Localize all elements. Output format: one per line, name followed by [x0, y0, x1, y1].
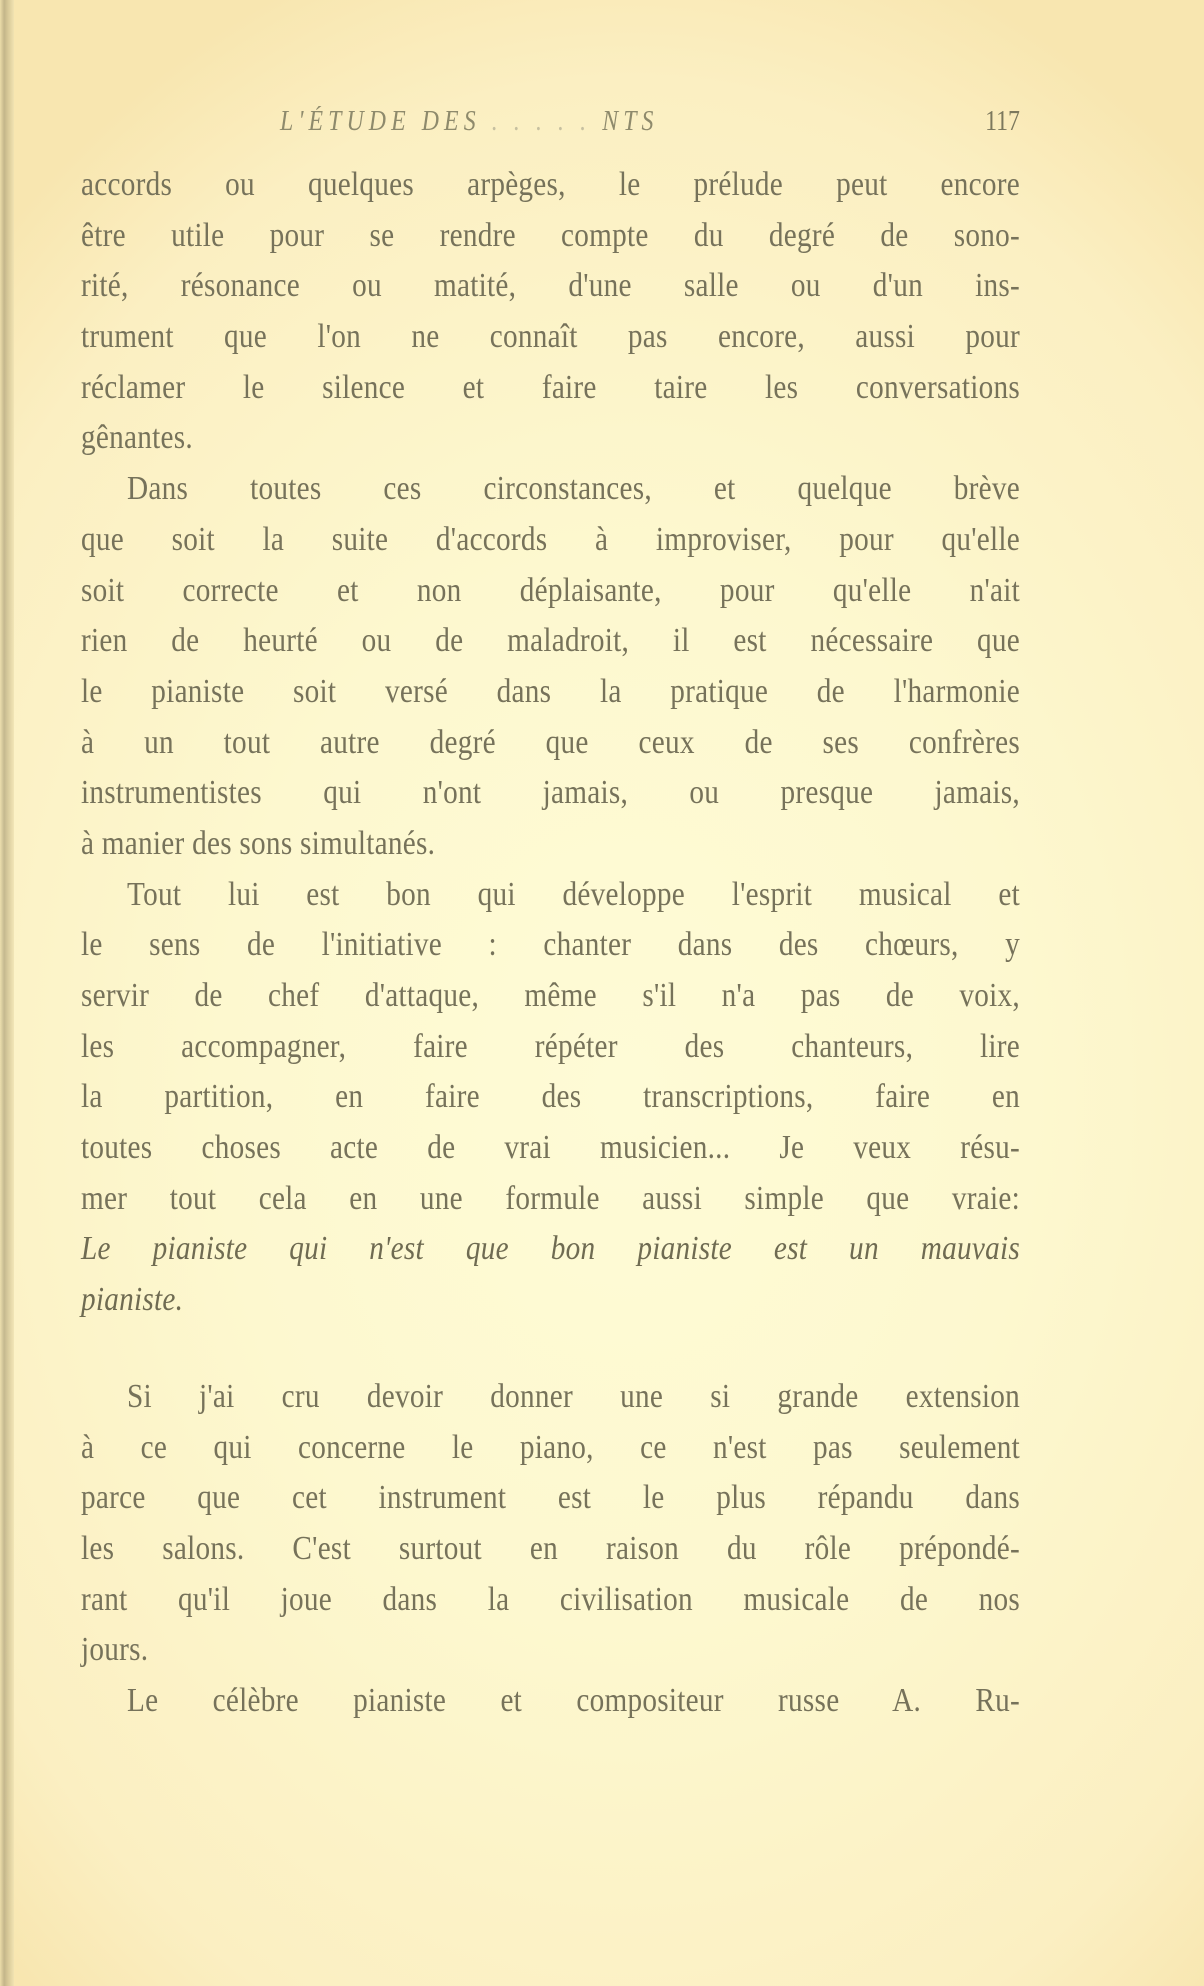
text-line: Le célèbre pianiste et compositeur russe A. Ru-	[126, 1682, 1020, 1720]
text-line: à manier des sons simultanés.	[81, 824, 436, 862]
text-line: les salons. C'est surtout en raison du rôle prépondé-	[81, 1530, 1020, 1568]
text-line: rien de heurté ou de maladroit, il est nécessaire que	[81, 622, 1020, 660]
text-line: la partition, en faire des transcriptions, faire en	[81, 1078, 1020, 1116]
text-line: réclamer le silence et faire taire les conversations	[81, 368, 1020, 406]
text-line: Si j'ai cru devoir donner une si grande extension	[126, 1378, 1020, 1415]
text-line: les accompagner, faire répéter des chanteurs, lire	[81, 1027, 1020, 1065]
text-line: à un tout autre degré que ceux de ses confrères	[81, 723, 1020, 761]
running-header-title	[280, 106, 659, 138]
page-number: 117	[985, 106, 1020, 137]
text-line: pianiste.	[81, 1281, 184, 1319]
book-gutter-edge	[0, 0, 14, 1986]
text-line: gênantes.	[81, 419, 193, 457]
text-line: rant qu'il joue dans la civilisation musicale de nos	[81, 1580, 1020, 1618]
text-line: trument que l'on ne connaît pas encore, aussi pour	[81, 318, 1020, 356]
text-line: Dans toutes ces circonstances, et quelque brève	[126, 470, 1020, 508]
text-line: toutes choses acte de vrai musicien... Je veux résu-	[81, 1129, 1020, 1167]
text-line: servir de chef d'attaque, même s'il n'a pas de voix,	[81, 977, 1020, 1014]
text-line: jours.	[81, 1631, 149, 1669]
text-line: le sens de l'initiative : chanter dans des chœurs, y	[81, 926, 1020, 964]
text-line: à ce qui concerne le piano, ce n'est pas seulement	[81, 1428, 1020, 1466]
text-line: mer tout cela en une formule aussi simple que vraie:	[81, 1179, 1020, 1217]
running-header	[280, 106, 1020, 146]
text-line: soit correcte et non déplaisante, pour qu'elle n'ait	[81, 571, 1020, 609]
text-line: rité, résonance ou matité, d'une salle ou d'un ins-	[81, 267, 1020, 305]
text-line: accords ou quelques arpèges, le prélude peut encore	[81, 166, 1020, 203]
header-title-faint: . . . . .	[480, 106, 603, 137]
body-text-section-1	[81, 160, 1020, 1326]
header-title-visible: L'ÉTUDE DES	[280, 106, 481, 137]
text-line: que soit la suite d'accords à improviser, pour qu'elle	[81, 520, 1020, 558]
header-title-end: NTS	[602, 106, 659, 137]
text-line: Le pianiste qui n'est que bon pianiste est un mauvais	[81, 1230, 1020, 1268]
text-line: le pianiste soit versé dans la pratique de l'harmonie	[81, 672, 1020, 710]
body-text-section-2	[81, 1372, 1020, 1727]
text-line: parce que cet instrument est le plus répandu dans	[81, 1479, 1020, 1517]
text-line: être utile pour se rendre compte du degré de sono-	[81, 216, 1020, 254]
text-line: instrumentistes qui n'ont jamais, ou presque jamais,	[81, 774, 1020, 812]
text-line: Tout lui est bon qui développe l'esprit musical et	[126, 875, 1020, 913]
